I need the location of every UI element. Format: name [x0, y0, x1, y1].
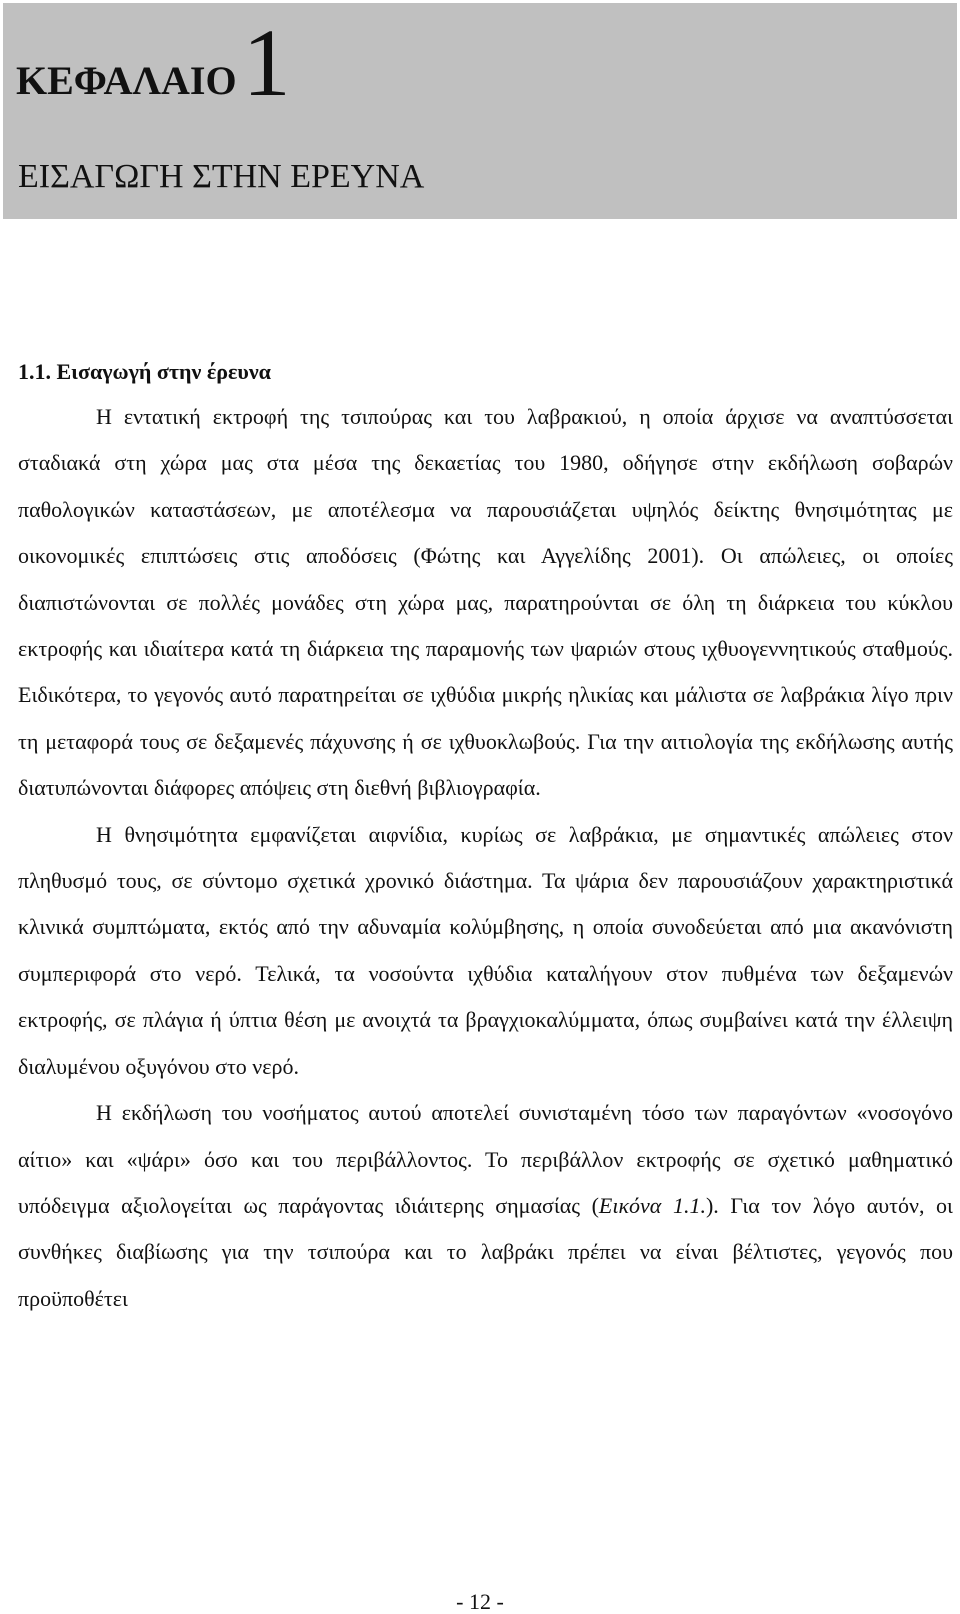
chapter-number: 1 [242, 9, 291, 116]
body-text [18, 394, 953, 1322]
chapter-word: ΚΕΦΑΛΑΙΟ [16, 57, 237, 103]
section-heading: 1.1. Εισαγωγή στην έρευνα [18, 359, 271, 384]
chapter-label [16, 9, 291, 116]
page-number: - 12 - [456, 1589, 504, 1614]
paragraph-2: Η θνησιμότητα εμφανίζεται αιφνίδια, κυρίως σε λαβράκια, με σημαντικές απώλειες στον πληθυσμό τους, σε σύντομο σχετικά χρονικό διάστημα. Τα ψάρια δεν παρουσιάζουν χαρακτηριστικά κλινικά συμπτώματα, εκτός από την αδυναμία κολύμβησης, η οποία συνοδεύεται από μια ακανόνιστη συμπεριφορά στο νερό. Τελικά, τα νοσούντα ιχθύδια καταλήγουν στον πυθμένα των δεξαμενών εκτροφής, σε πλάγια ή ύπτια θέση με ανοιχτά τα βραγχιοκαλύμματα, όπως συμβαίνει κατά την έλλειψη διαλυμένου οξυγόνου στο νερό. [18, 821, 953, 1079]
paragraph-3-text-after: ). Για τον λόγο αυτόν, οι συνθήκες διαβίωσης για την τσιπούρα και το λαβράκι πρέπει να είναι βέλτιστες, γεγονός που προϋποθέτει [18, 1192, 953, 1311]
paragraph-1: Η εντατική εκτροφή της τσιπούρας και του λαβρακιού, η οποία άρχισε να αναπτύσσεται σταδιακά στη χώρα μας στα μέσα της δεκαετίας του 1980, οδήγησε στην εκδήλωση σοβαρών παθολογικών καταστάσεων, με αποτέλεσμα να παρουσιάζεται υψηλός δείκτης θνησιμότητας με οικονομικές επιπτώσεις στις αποδόσεις (Φώτης και Αγγελίδης 2001). Οι απώλειες, οι οποίες διαπιστώνονται σε πολλές μονάδες στη χώρα μας, παρατηρούνται σε όλη τη διάρκεια του κύκλου εκτροφής και ιδιαίτερα κατά τη διάρκεια της παραμονής των ψαριών στους ιχθυογεννητικούς σταθμούς. Ειδικότερα, το γεγονός αυτό παρατηρείται σε ιχθύδια μικρής ηλικίας και μάλιστα σε λαβράκια λίγο πριν τη μεταφορά τους σε δεξαμενές πάχυνσης ή σε ιχθυοκλωβούς. Για την αιτιολογία της εκδήλωσης αυτής διατυπώνονται διάφορες απόψεις στη διεθνή βιβλιογραφία. [18, 404, 953, 801]
paragraph-3 [18, 1090, 953, 1322]
chapter-title: ΕΙΣΑΓΩΓΗ ΣΤΗΝ ΕΡΕΥΝΑ [18, 158, 425, 195]
figure-reference: Εικόνα 1.1. [598, 1192, 706, 1218]
paragraph-3-text-before: Η εκδήλωση του νοσήματος αυτού αποτελεί συνισταμένη τόσο των παραγόντων «νοσογόνο αίτιο» και «ψάρι» όσο και του περιβάλλοντος. Το περιβάλλον εκτροφής σε σχετικό μαθηματικό υπόδειγμα αξιολογείται ως παράγοντας ιδιάιτερης σημασίας ( [18, 1100, 953, 1218]
